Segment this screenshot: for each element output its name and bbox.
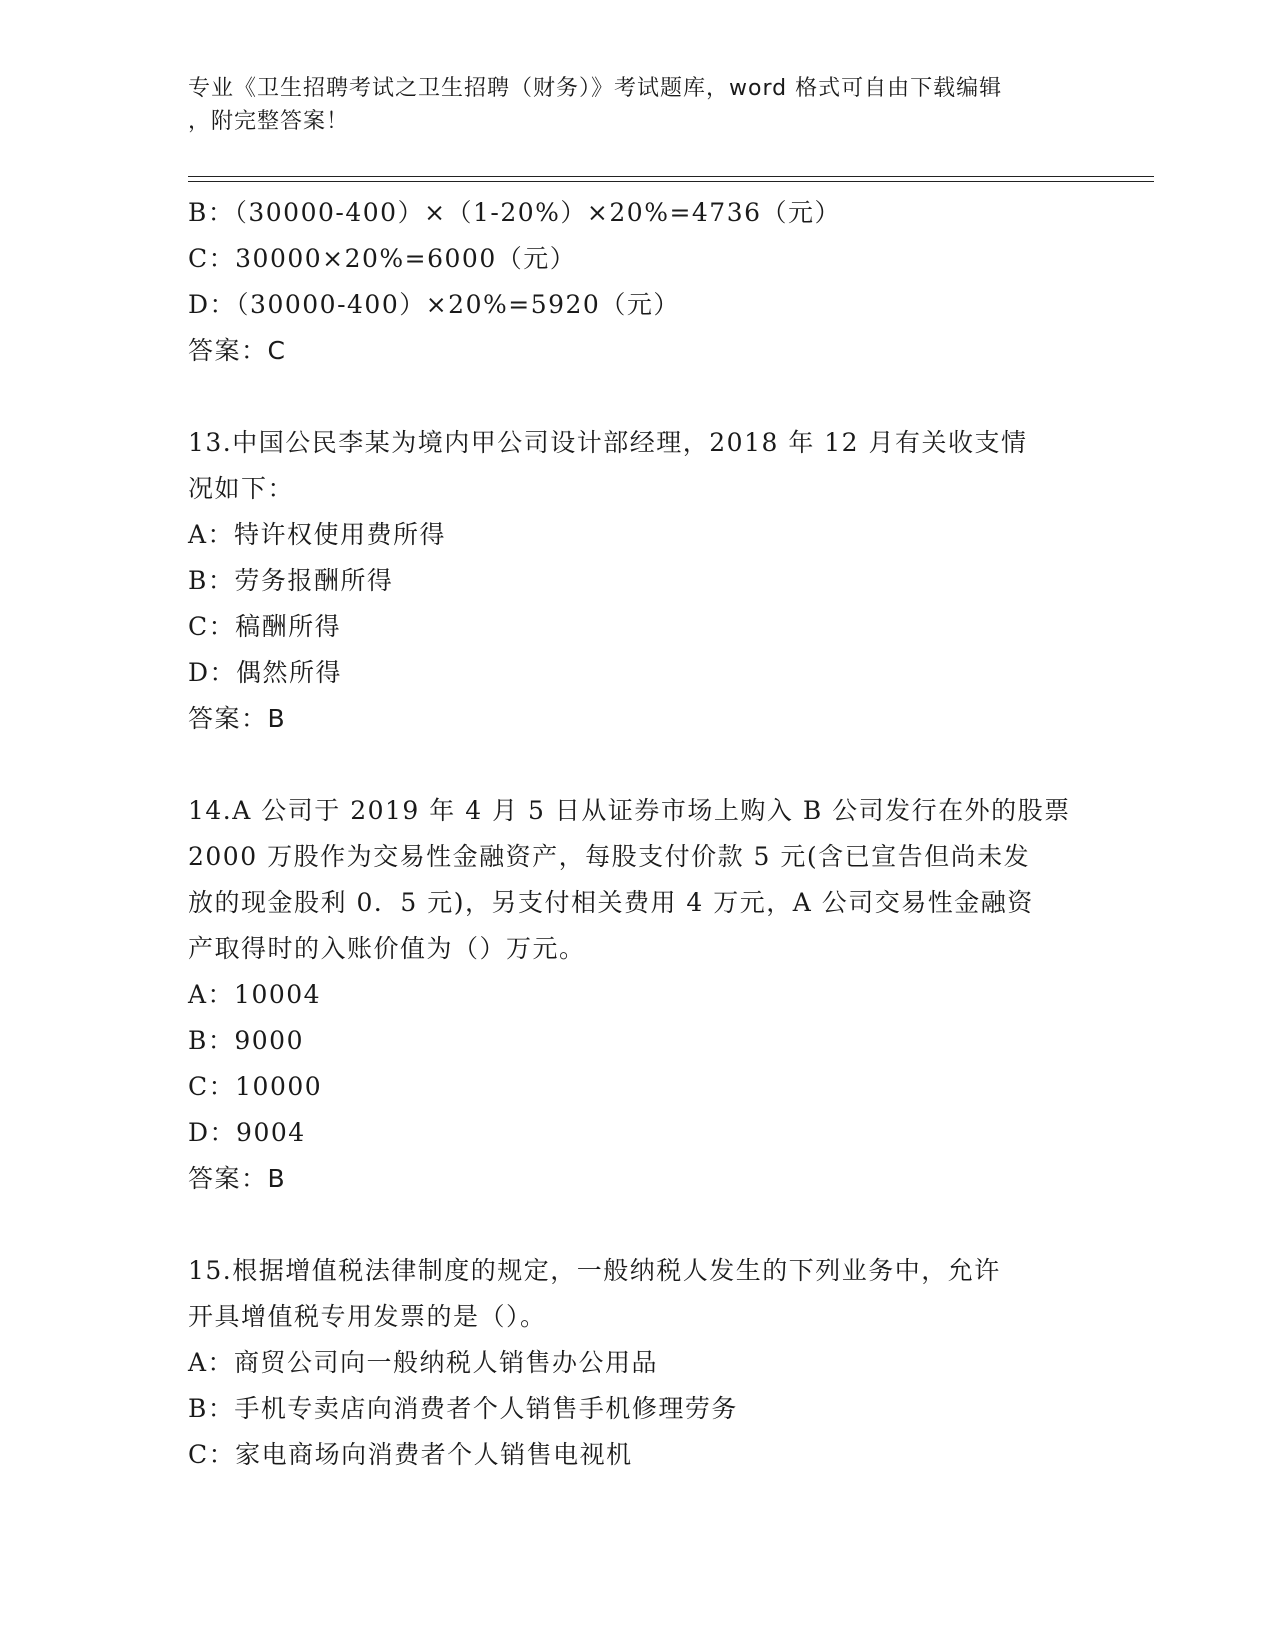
q14-stem-line-1: 14.A 公司于 2019 年 4 月 5 日从证券市场上购入 B 公司发行在外的股票 xyxy=(188,796,1071,825)
q14-stem-line-2: 2000 万股作为交易性金融资产，每股支付价款 5 元(含已宣告但尚未发 xyxy=(188,842,1031,871)
q13-answer: 答案：B xyxy=(188,704,287,733)
document-header xyxy=(188,72,1088,138)
header-line-1: 专业《卫生招聘考试之卫生招聘（财务）》考试题库，word 格式可自由下载编辑 xyxy=(188,76,1003,101)
q14-stem-line-3: 放的现金股利 0．5 元)，另支付相关费用 4 万元，A 公司交易性金融资 xyxy=(188,888,1034,917)
q15-stem-line-1: 15.根据增值税法律制度的规定，一般纳税人发生的下列业务中，允许 xyxy=(188,1256,1001,1285)
q13-stem-line-1: 13.中国公民李某为境内甲公司设计部经理，2018 年 12 月有关收支情 xyxy=(188,428,1028,457)
q13-option-b: B：劳务报酬所得 xyxy=(188,566,394,595)
q12-option-d: D：（30000-400）×20%=5920（元） xyxy=(188,290,680,319)
q14-option-a: A：10004 xyxy=(188,980,322,1009)
question-14 xyxy=(188,788,1088,1202)
q12-option-c: C：30000×20%=6000（元） xyxy=(188,244,577,273)
q14-answer: 答案：B xyxy=(188,1164,287,1193)
q13-option-c: C：稿酬所得 xyxy=(188,612,342,641)
spacer xyxy=(188,742,1088,788)
q15-option-c: C：家电商场向消费者个人销售电视机 xyxy=(188,1440,633,1469)
q15-option-b: B：手机专卖店向消费者个人销售手机修理劳务 xyxy=(188,1394,738,1423)
header-line-2: ，附完整答案！ xyxy=(188,109,350,134)
spacer xyxy=(188,374,1088,420)
q14-option-b: B：9000 xyxy=(188,1026,304,1055)
q14-option-d: D：9004 xyxy=(188,1118,306,1147)
q13-stem-line-2: 况如下： xyxy=(188,474,295,503)
question-15 xyxy=(188,1248,1088,1478)
header-divider-bottom xyxy=(188,181,1154,182)
question-13 xyxy=(188,420,1088,742)
header-divider-top xyxy=(188,176,1154,177)
q15-stem-line-2: 开具增值税专用发票的是（）。 xyxy=(188,1302,547,1331)
q12-option-b: B：（30000-400）×（1-20%）×20%=4736（元） xyxy=(188,198,842,227)
q15-option-a: A：商贸公司向一般纳税人销售办公用品 xyxy=(188,1348,659,1377)
q14-option-c: C：10000 xyxy=(188,1072,323,1101)
q12-answer: 答案：C xyxy=(188,336,287,365)
document-body xyxy=(188,190,1088,1478)
spacer xyxy=(188,1202,1088,1248)
q13-option-d: D：偶然所得 xyxy=(188,658,343,687)
question-12-tail xyxy=(188,190,1088,374)
q14-stem-line-4: 产取得时的入账价值为（）万元。 xyxy=(188,934,586,963)
q13-option-a: A：特许权使用费所得 xyxy=(188,520,447,549)
